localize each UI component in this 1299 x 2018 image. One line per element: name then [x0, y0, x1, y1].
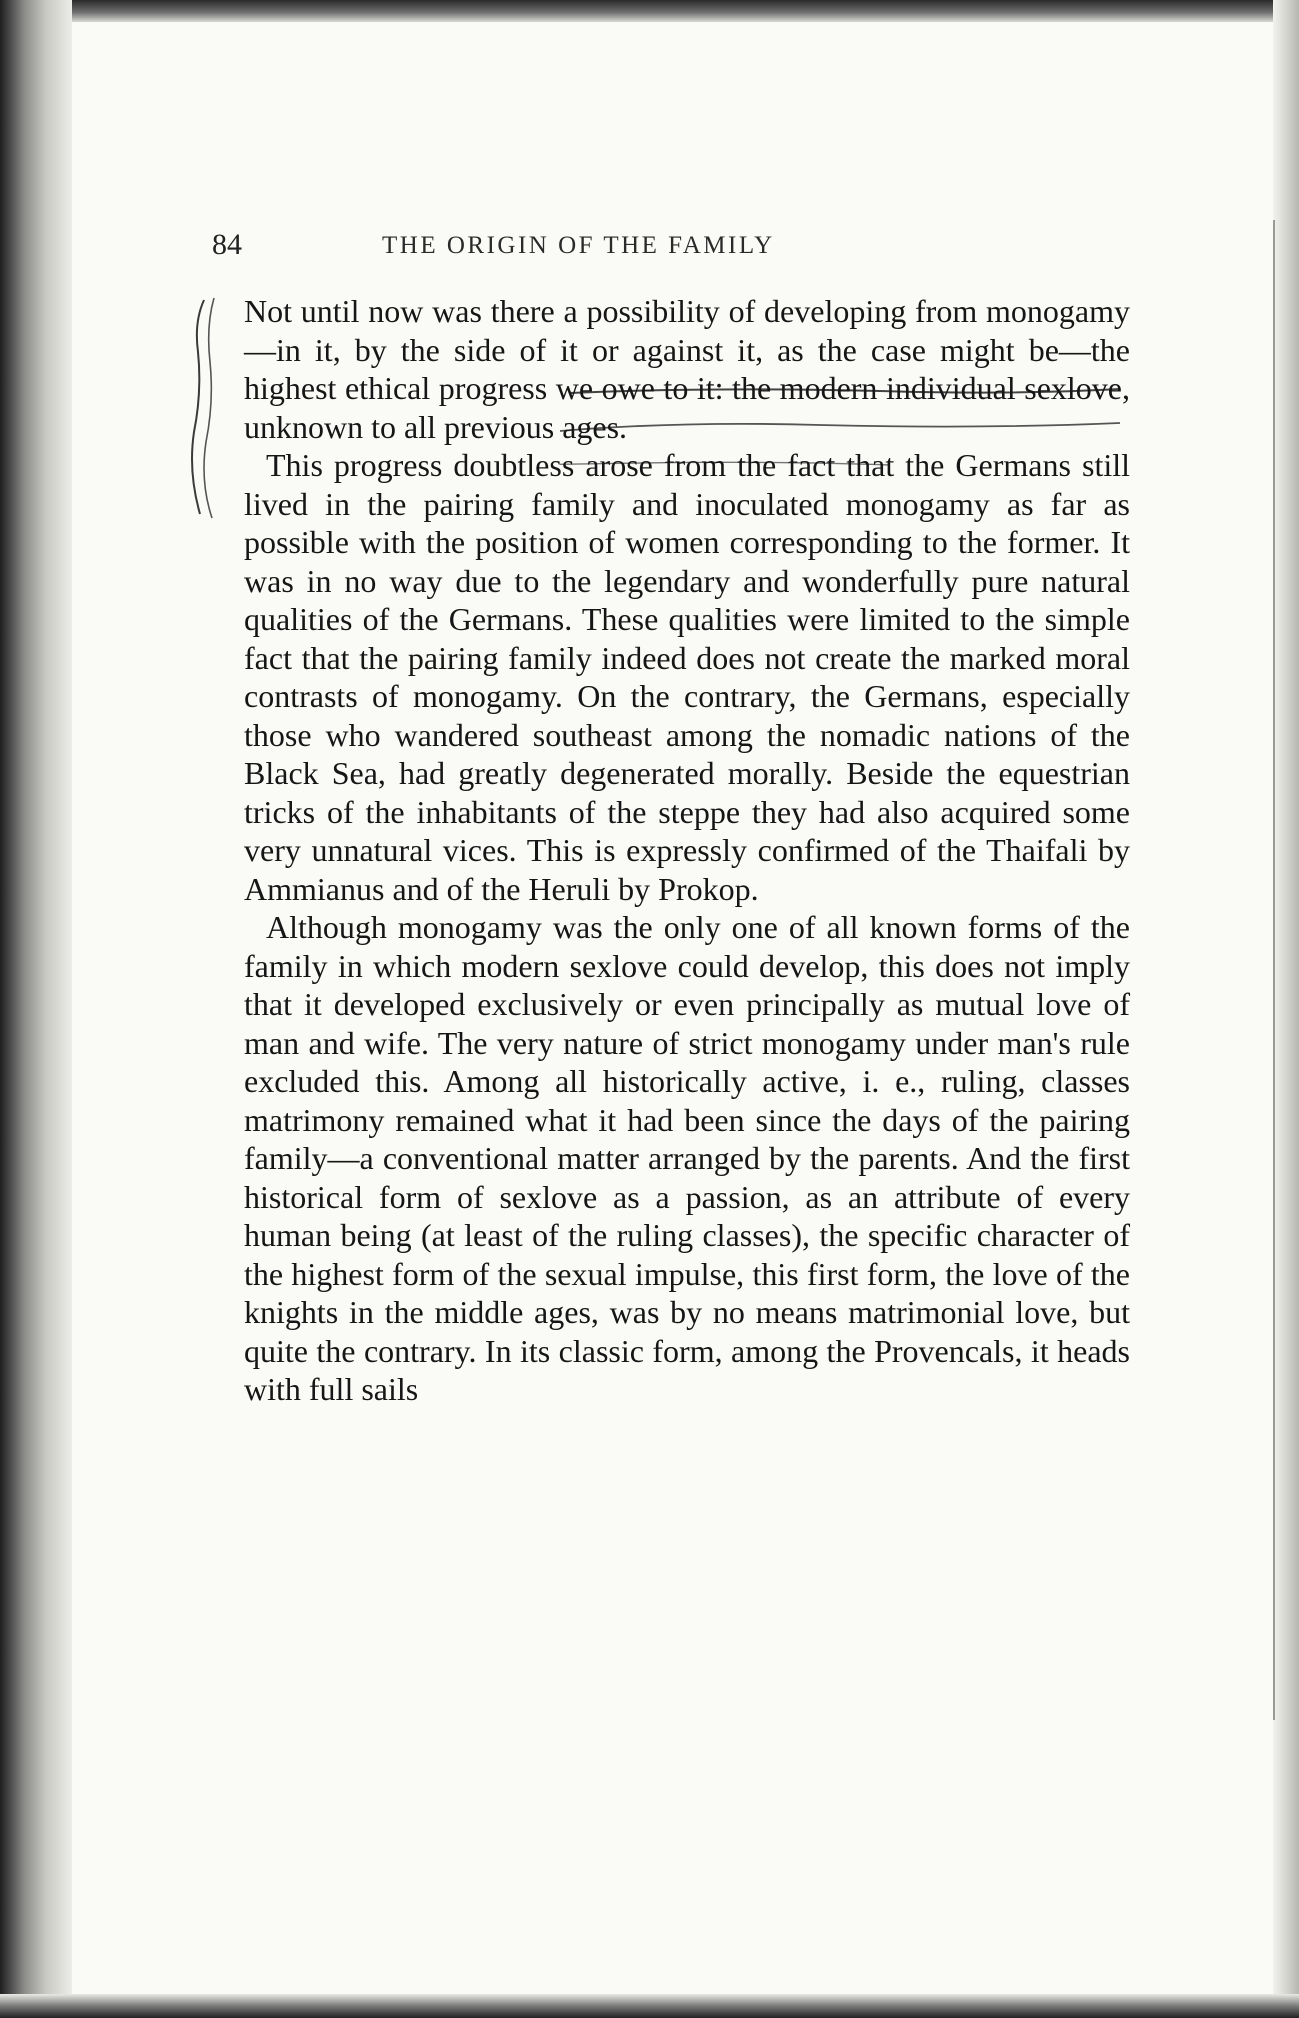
paragraph: This progress doubtless arose from the fact that the Germans still lived in the pairing family and inoculated monogamy as far as possible with the position of women corresponding to the former. It was in no way due to the legendary and wonderfully pure natural qualities of the Germans. These qualities were limited to the simple fact that the pairing family indeed does not create the marked moral contrasts of monogamy. On the contrary, the Germans, especially those who wandered southeast among the nomadic nations of the Black Sea, had greatly degenerated morally. Beside the equestrian tricks of the inhabitants of the steppe they had also acquired some very unnatural vices. This is expressly confirmed of the Thaifali by Ammianus and of the Heruli by Prokop. — [244, 447, 1130, 907]
running-title: THE ORIGIN OF THE FAMILY — [382, 232, 775, 259]
page-edge-line — [1273, 220, 1275, 1720]
scan-shadow-top — [0, 0, 1299, 22]
paragraph: Not until now was there a possibility of developing from monogamy—in it, by the side of it or against it, as the case might be—the highest ethical progress we owe to it: the modern individual sexlove, unknown to all previous ages. — [244, 293, 1130, 445]
scan-shadow-binding — [0, 0, 72, 2018]
handwritten-bracket-mark — [178, 292, 228, 522]
page-number: 84 — [212, 228, 242, 261]
paragraph: Although monogamy was the only one of all known forms of the family in which modern sexlove could develop, this does not imply that it developed exclusively or even principally as mutual love of man and wife. The very nature of strict monogamy under man's rule excluded this. Among all historically active, i. e., ruling, classes matrimony remained what it had been since the days of the pairing family—a conventional matter arranged by the parents. And the first historical form of sexlove as a passion, as an attribute of every human being (at least of the ruling classes), the specific character of the highest form of the sexual impulse, this first form, the love of the knights in the middle ages, was by no means matrimonial love, but quite the contrary. In its classic form, among the Provencals, it heads with full sails — [244, 909, 1130, 1407]
scan-shadow-right — [1273, 0, 1299, 2018]
scan-shadow-bottom — [0, 1994, 1299, 2018]
body-text — [244, 292, 1130, 1409]
